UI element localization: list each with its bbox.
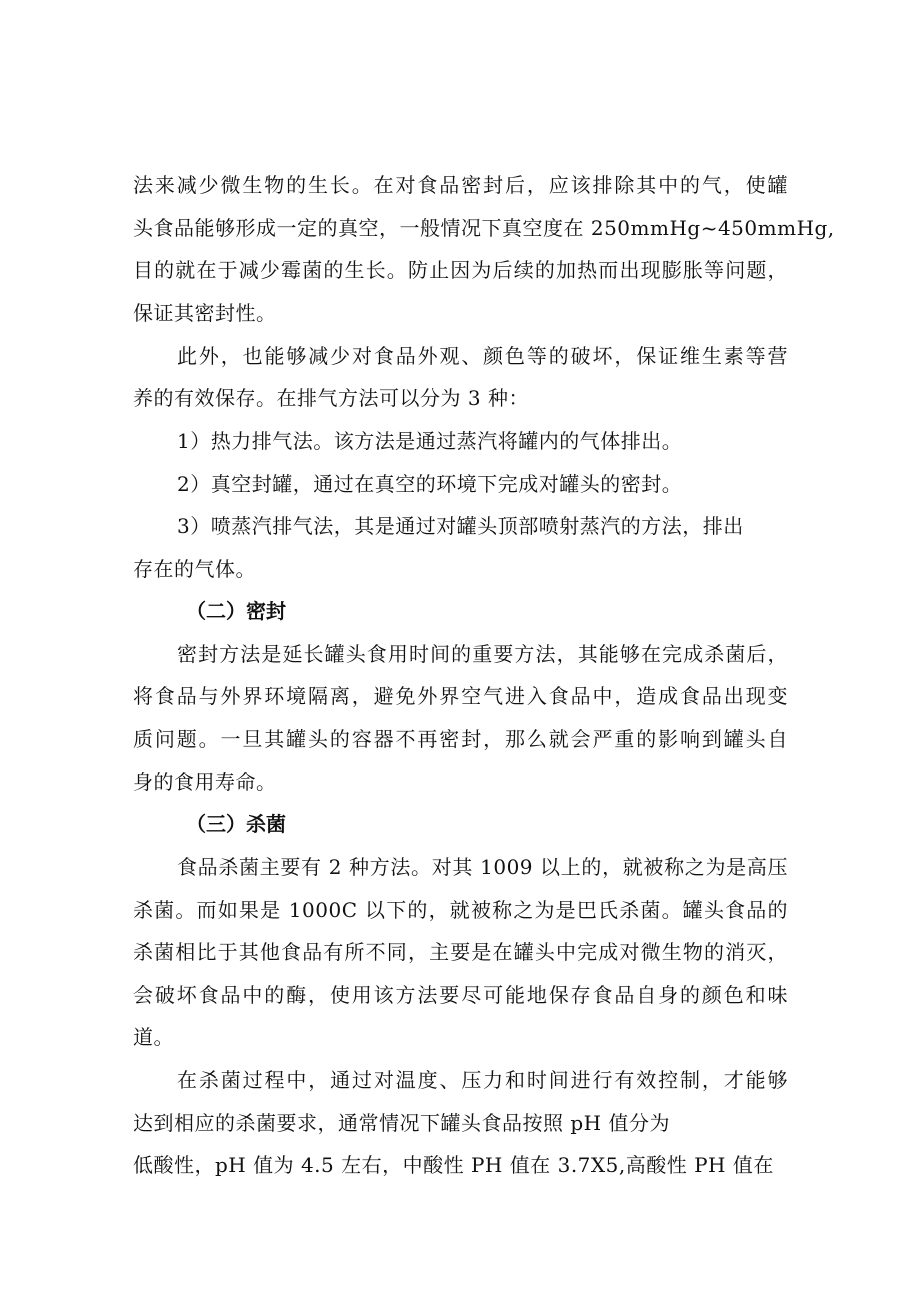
paragraph-line: 杀菌相比于其他食品有所不同，主要是在罐头中完成对微生物的消灭， (133, 940, 788, 964)
paragraph-line: 身的食用寿命。 (133, 770, 277, 794)
paragraph-line: 此外，也能够减少对食品外观、颜色等的破坏，保证维生素等营 (177, 344, 788, 368)
paragraph-line: 食品杀菌主要有 2 种方法。对其 1009 以上的，就被称之为是高压 (177, 855, 788, 879)
paragraph-line: 法来减少微生物的生长。在对食品密封后，应该排除其中的气，使罐 (133, 173, 788, 197)
paragraph-line: 密封方法是延长罐头食用时间的重要方法，其能够在完成杀菌后， (177, 642, 788, 666)
section-heading: （二）密封 (186, 599, 286, 623)
paragraph-line: 在杀菌过程中，通过对温度、压力和时间进行有效控制，才能够 (177, 1068, 788, 1092)
paragraph-line: 质问题。一旦其罐头的容器不再密封，那么就会严重的影响到罐头自 (133, 727, 788, 751)
paragraph-line: 达到相应的杀菌要求，通常情况下罐头食品按照 pH 值分为 (133, 1111, 670, 1135)
paragraph-line: 道。 (133, 1025, 174, 1049)
paragraph-line: 低酸性，pH 值为 4.5 左右，中酸性 PH 值在 3.7X5,高酸性 PH 值在 (133, 1153, 774, 1177)
section-heading: （三）杀菌 (186, 812, 286, 836)
paragraph-line: 头食品能够形成一定的真空，一般情况下真空度在 250mmHg~450mmHg, (133, 216, 835, 240)
list-item: 3）喷蒸汽排气法，其是通过对罐头顶部喷射蒸汽的方法，排出 (177, 514, 744, 538)
list-item: 1）热力排气法。该方法是通过蒸汽将罐内的气体排出。 (177, 429, 683, 453)
paragraph-line: 保证其密封性。 (133, 301, 277, 325)
paragraph-line: 将食品与外界环境隔离，避免外界空气进入食品中，造成食品出现变 (133, 684, 788, 708)
list-item: 2）真空封罐，通过在真空的环境下完成对罐头的密封。 (177, 472, 683, 496)
paragraph-line: 养的有效保存。在排气方法可以分为 3 种： (133, 386, 529, 410)
paragraph-line: 会破坏食品中的酶，使用该方法要尽可能地保存食品自身的颜色和味 (133, 983, 788, 1007)
paragraph-line: 杀菌。而如果是 1000C 以下的，就被称之为是巴氏杀菌。罐头食品的 (133, 898, 788, 922)
list-item-continuation: 存在的气体。 (133, 557, 256, 581)
paragraph-line: 目的就在于减少霉菌的生长。防止因为后续的加热而出现膨胀等问题， (133, 258, 788, 282)
